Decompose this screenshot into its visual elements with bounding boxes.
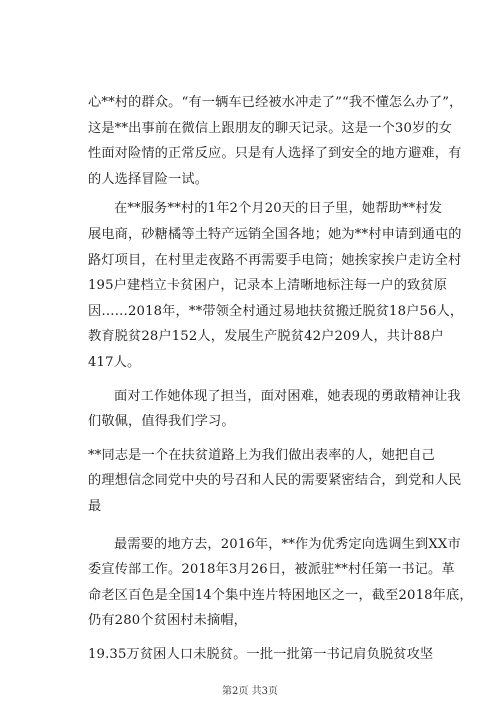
text-line: 的理想信念同党中央的号召和人民的需要紧密结合，到党和人民 (88, 473, 462, 489)
text-line: 在**服务**村的1年2个月20天的日子里，她帮助**村发 (114, 201, 443, 217)
text-line: 心**村的群众。“有一辆车已经被水冲走了”“我不懂怎么办了”， (88, 95, 463, 110)
document-body (88, 90, 473, 667)
paragraph-2 (88, 196, 464, 375)
text-line: **同志是一个在扶贫道路上为我们做出表率的人，她把自己 (88, 447, 435, 463)
text-line: 面对工作她体现了担当，面对困难，她表现的勇敢精神让我 (114, 388, 461, 404)
text-line: 最需要的地方去，2016年，**作为优秀定向选调生到XX市 (114, 536, 461, 552)
text-line: 仍有280个贫困村未摘帽， (88, 613, 247, 629)
text-line: 这是**出事前在微信上跟朋友的聊天记录。这是一个30岁的女 (88, 120, 453, 136)
paragraph-3 (88, 384, 461, 435)
text-line: 417人。 (88, 354, 141, 370)
text-line: 委宣传部工作。2018年3月26日，被派驻**村任第一书记。革 (88, 562, 455, 578)
text-line: 19.35万贫困人口未脱贫。一批一批第一书记肩负脱贫攻坚 (88, 646, 434, 662)
text-line: 命老区百色是全国14个集中连片特困地区之一，截至2018年底， (88, 587, 473, 603)
paragraph-6 (88, 642, 434, 668)
paragraph-4 (88, 443, 462, 520)
text-line: 们敬佩，值得我们学习。 (88, 414, 235, 430)
text-line: 的人选择冒险一试。 (88, 171, 209, 187)
text-line: 最 (88, 498, 102, 514)
paragraph-5 (88, 532, 473, 634)
text-line: 性面对险情的正常反应。只是有人选择了到安全的地方避难，有 (88, 146, 462, 162)
text-line: 195户建档立卡贫困户，记录本上清晰地标注每一户的致贫原 (88, 278, 448, 294)
text-line: 展电商，砂糖橘等土特产远销全国各地；她为**村申请到通屯的 (88, 226, 462, 242)
page-footer: 第2页 共3页 (222, 686, 278, 697)
text-line: 教育脱贫28户152人，发展生产脱贫42户209人，共计88户 (88, 329, 444, 345)
paragraph-1 (88, 90, 463, 192)
text-line: 因……2018年，**带领全村通过易地扶贫搬迁脱贫18户56人， (88, 303, 464, 319)
text-line: 路灯项目，在村里走夜路不再需要手电筒；她挨家挨户走访全村 (88, 252, 462, 268)
